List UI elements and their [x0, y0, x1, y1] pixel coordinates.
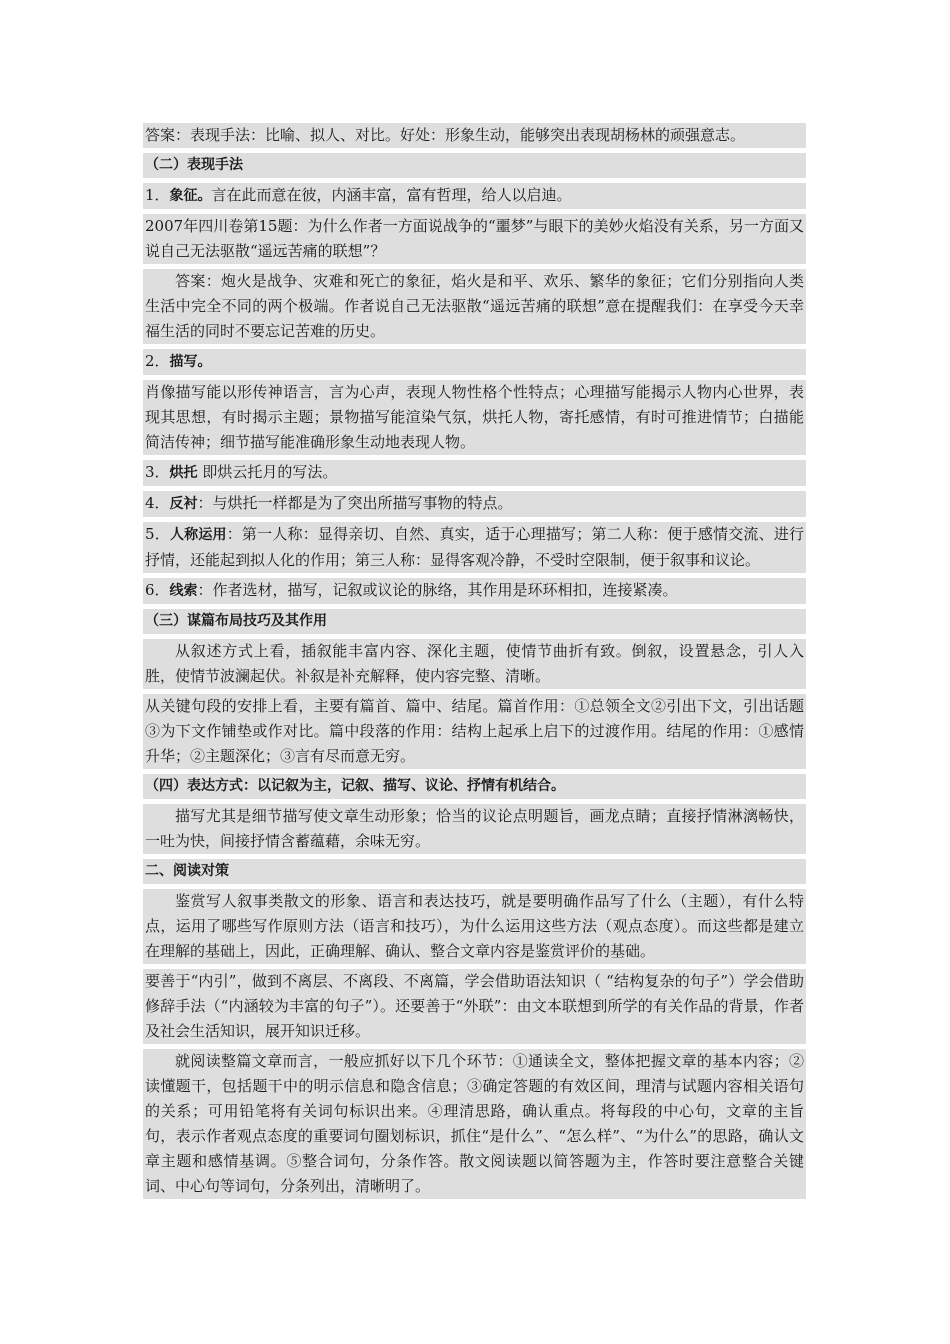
item-text: ：作者选材，描写，记叙或议论的脉络，其作用是环环相扣，连接紧凑。 — [197, 581, 678, 599]
appreciation-paragraph: 鉴赏写人叙事类散文的形象、语言和表达技巧，就是要明确作品写了什么（主题），有什么特点，运用了哪些写作原则方法（语言和技巧），为什么运用这些方法（观点态度）。而这些都是建立在理解的基础上，因此，正确理解、确认、整合文章内容是鉴赏评价的基础。 — [143, 889, 806, 964]
item-term: 人称运用 — [169, 527, 227, 543]
item-number: 2． — [145, 352, 170, 370]
item-number: 1． — [145, 186, 170, 204]
answer-paragraph: 答案：炮火是战争、灾难和死亡的象征，焰火是和平、欢乐、繁华的象征；它们分别指向人类生活中完全不同的两个极端。作者说自己无法驱散“遥远苦痛的联想”意在提醒我们：在享受今天幸福生活的同时不要忘记苦难的历史。 — [143, 269, 806, 344]
expression-modes-paragraph: 描写尤其是细节描写使文章生动形象；恰当的议论点明题旨，画龙点睛；直接抒情淋漓畅快，一吐为快，间接抒情含蓄蕴藉，余味无穷。 — [143, 804, 806, 854]
reading-steps-paragraph: 就阅读整篇文章而言，一般应抓好以下几个环节：①通读全文，整体把握文章的基本内容；②读懂题干，包括题干中的明示信息和隐含信息；③确定答题的有效区间，理清与试题内容相关语句的关系；可用铅笔将有关词句标识出来。④理清思路，确认重点。将每段的中心句，文章的主旨句，表示作者观点态度的重要词句圈划标识，抓住“是什么”、“怎么样”、“为什么”的思路，确认文章主题和感情基调。⑤整合词句，分条作答。散文阅读题以简答题为主，作答时要注意整合关键词、中心句等词句，分条列出，清晰明了。 — [143, 1049, 806, 1199]
item-symbolism — [143, 183, 806, 209]
key-sentences-paragraph: 从关键句段的安排上看，主要有篇首、篇中、结尾。篇首作用：①总领全文②引出下文，引出话题③为下文作铺垫或作对比。篇中段落的作用：结构上起承上启下的过渡作用。结尾的作用：①感情升华；②主题深化；③言有尽而意无穷。 — [143, 694, 806, 769]
item-text: ：第一人称：显得亲切、自然、真实，适于心理描写；第二人称：便于感情交流、进行抒情，还能起到拟人化的作用；第三人称：显得客观冷静，不受时空限制，便于叙事和议论。 — [145, 525, 804, 569]
internal-external-paragraph: 要善于“内引”，做到不离层、不离段、不离篇，学会借助语法知识（ “结构复杂的句子”）学会借助修辞手法（“内涵较为丰富的句子”）。还要善于“外联”：由文本联想到所学的有关作品的背景，作者及社会生活知识，展开知识迁移。 — [143, 969, 806, 1044]
section-heading-expression-modes: （四）表达方式：以记叙为主，记叙、描写、议论、抒情有机结合。 — [143, 774, 806, 799]
section-heading-structure: （三）谋篇布局技巧及其作用 — [143, 609, 806, 634]
item-narrative-person — [143, 522, 806, 573]
item-foil — [143, 460, 806, 486]
item-term: 象征。 — [169, 188, 212, 204]
item-text: ：与烘托一样都是为了突出所描写事物的特点。 — [197, 494, 513, 512]
item-clue — [143, 578, 806, 604]
item-term: 描写。 — [169, 354, 212, 370]
document-page — [143, 123, 806, 1204]
item-term: 线索 — [169, 583, 198, 599]
item-number: 5． — [145, 525, 170, 543]
description-explanation-paragraph: 肖像描写能以形传神语言，言为心声，表现人物性格个性特点；心理描写能揭示人物内心世界，表现其思想，有时揭示主题；景物描写能渲染气氛，烘托人物，寄托感情，有时可推进情节；白描能简洁传神；细节描写能准确形象生动地表现人物。 — [143, 380, 806, 455]
item-contrast — [143, 491, 806, 517]
item-term: 反衬 — [169, 496, 198, 512]
item-number: 6． — [145, 581, 170, 599]
item-number: 3． — [145, 463, 170, 481]
section-heading-expression-techniques: （二）表现手法 — [143, 153, 806, 178]
narration-paragraph: 从叙述方式上看，插叙能丰富内容、深化主题，使情节曲折有致。倒叙，设置悬念，引人入胜，使情节波澜起伏。补叙是补充解释，使内容完整、清晰。 — [143, 639, 806, 689]
item-text: 即烘云托月的写法。 — [197, 463, 338, 481]
item-term: 烘托 — [169, 465, 198, 481]
answer-paragraph: 答案：表现手法：比喻、拟人、对比。好处：形象生动，能够突出表现胡杨林的顽强意志。 — [143, 123, 806, 148]
item-description — [143, 349, 806, 375]
item-number: 4． — [145, 494, 170, 512]
item-text: 言在此而意在彼，内涵丰富，富有哲理，给人以启迪。 — [211, 186, 572, 204]
section-heading-reading-strategies: 二、阅读对策 — [143, 859, 806, 884]
exam-question-paragraph: 2007年四川卷第15题：为什么作者一方面说战争的“噩梦”与眼下的美妙火焰没有关系，另一方面又说自己无法驱散“遥远苦痛的联想”？ — [143, 214, 806, 264]
